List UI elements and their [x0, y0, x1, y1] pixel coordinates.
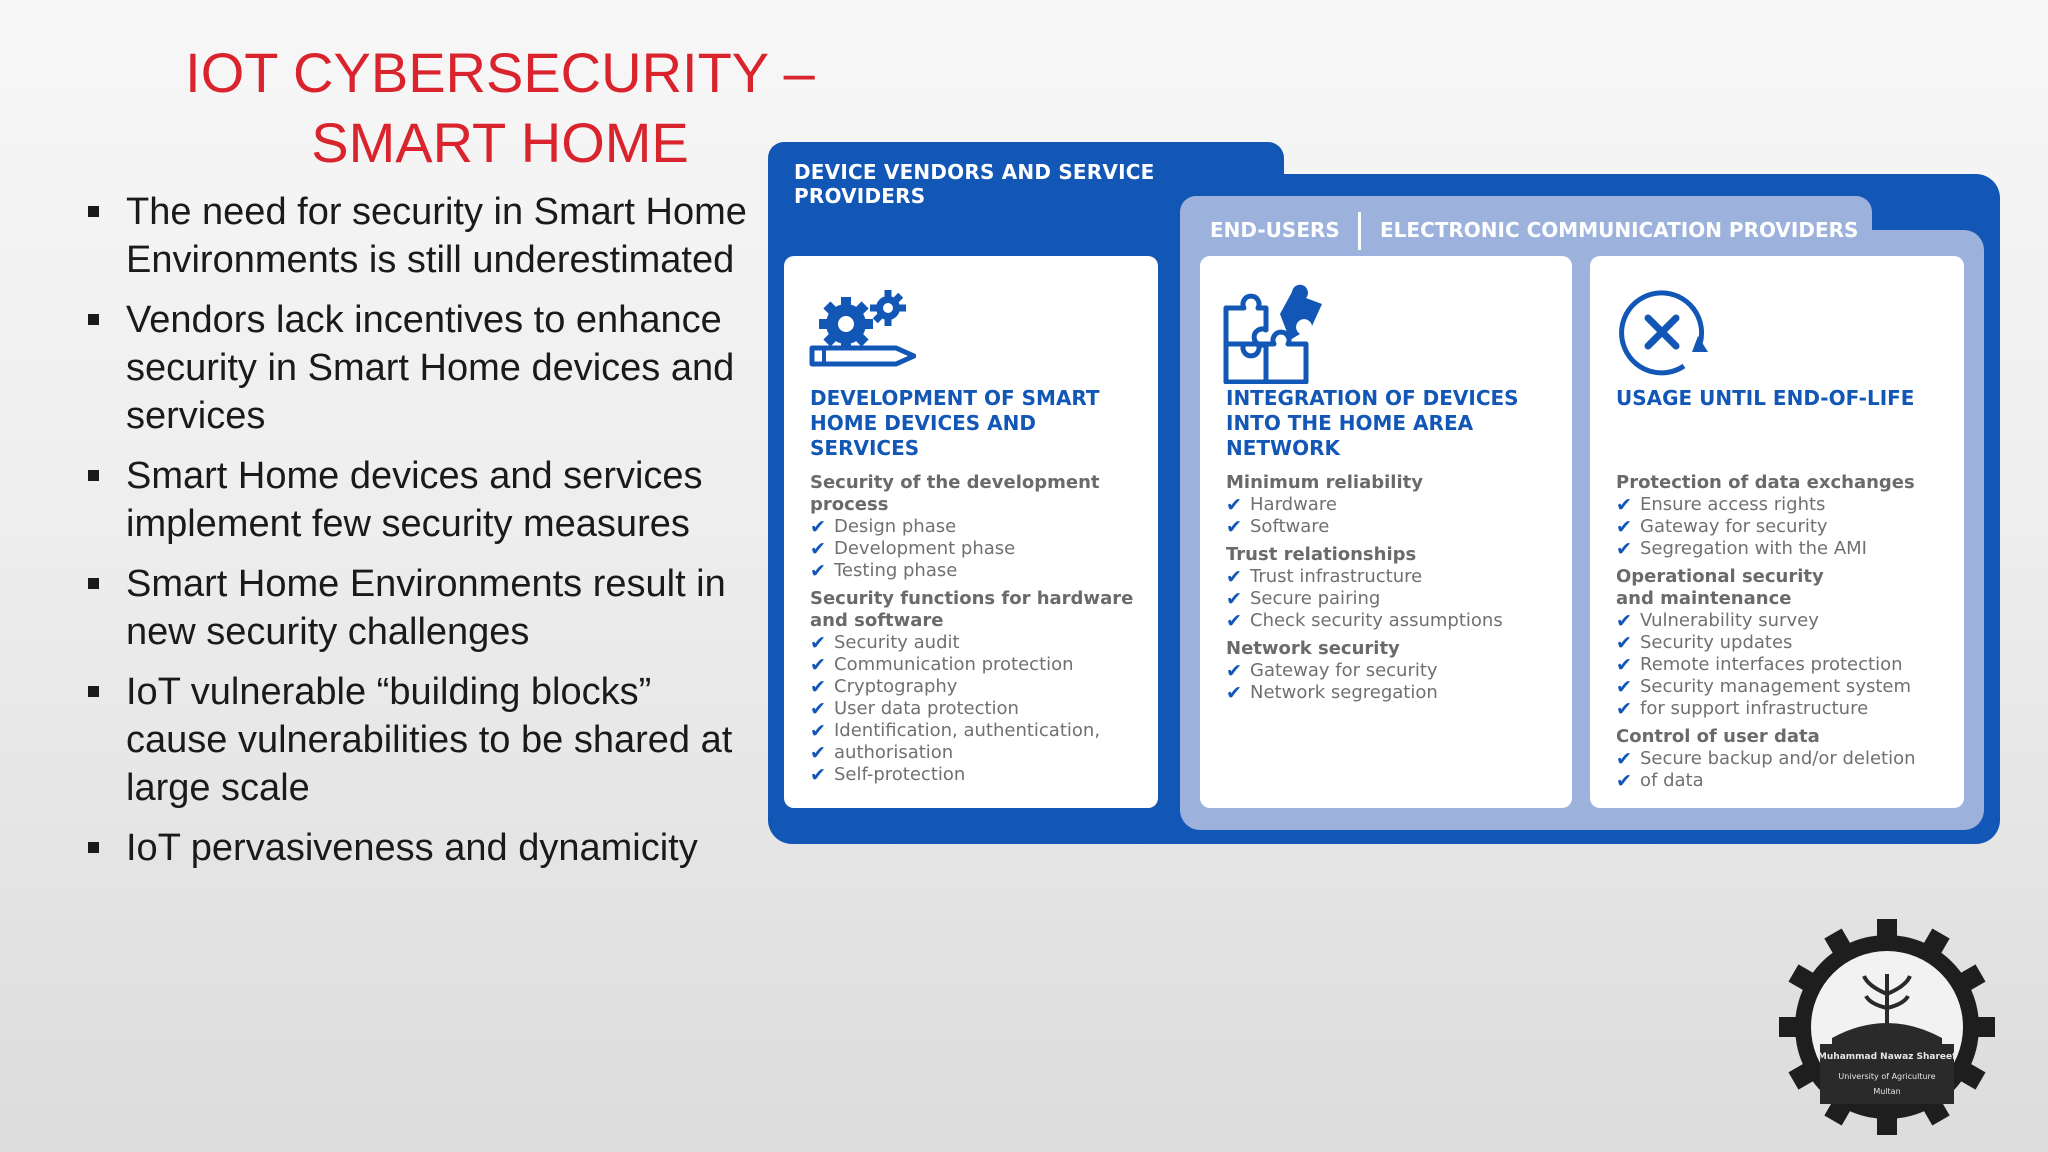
slide-title — [120, 38, 880, 178]
card-usage — [1590, 256, 1964, 808]
logo-text-line: Muhammad Nawaz Shareef — [1817, 1052, 1957, 1062]
section-title: Security functions for hardware — [810, 588, 1134, 609]
tab-divider — [1358, 212, 1361, 250]
card-integration — [1200, 256, 1572, 808]
users-providers-tab — [1180, 196, 1872, 256]
circle-x-icon — [1612, 284, 1722, 384]
bullet-item: The need for security in Smart Home Environments is still underestimated — [88, 188, 748, 284]
check-item: ✔ Check security assumptions — [1226, 610, 1566, 632]
bullet-item: Vendors lack incentives to enhance security in Smart Home devices and services — [88, 296, 748, 440]
check-item-continuation — [810, 742, 1150, 764]
check-item: ✔ Segregation with the AMI — [1616, 538, 1956, 560]
check-item: ✔ Remote interfaces protection — [1616, 654, 1956, 676]
vendors-tab — [768, 142, 1284, 208]
heading-line: DEVELOPMENT OF SMART — [810, 386, 1100, 410]
card-items — [1226, 466, 1566, 704]
section-title: Operational security — [1616, 566, 1824, 587]
heading-line: HOME DEVICES AND SERVICES — [810, 411, 1036, 460]
check-item: ✔ Cryptography — [810, 676, 1150, 698]
check-item: ✔ Identification, authentication, — [810, 720, 1150, 742]
heading-line: USAGE UNTIL END-OF-LIFE — [1616, 386, 1915, 410]
continuation-text: for support infrastructure — [1640, 698, 1869, 719]
check-item: ✔ Security updates — [1616, 632, 1956, 654]
card-items — [810, 466, 1150, 786]
section-title: Trust relationships — [1226, 544, 1417, 565]
section-title: and software — [810, 610, 944, 631]
logo-text-line: University of Agriculture — [1838, 1072, 1936, 1081]
check-item: ✔ Self-protection — [810, 764, 1150, 786]
check-item: ✔ Testing phase — [810, 560, 1150, 582]
check-item-continuation — [1616, 770, 1956, 792]
slide-title-line-2: SMART HOME — [311, 111, 689, 174]
section-title: Network security — [1226, 638, 1400, 659]
bullet-item: Smart Home Environments result in new security challenges — [88, 560, 748, 656]
card-heading — [1226, 386, 1566, 461]
check-item-continuation — [1616, 698, 1956, 720]
check-item: ✔ Vulnerability survey — [1616, 610, 1956, 632]
check-item: ✔ Software — [1226, 516, 1566, 538]
check-item: ✔ Security management system — [1616, 676, 1956, 698]
heading-line: INTO THE HOME AREA NETWORK — [1226, 411, 1474, 460]
slide-title-line-1: IOT CYBERSECURITY – — [185, 41, 815, 104]
continuation-text: authorisation — [834, 742, 954, 763]
check-item: ✔ Communication protection — [810, 654, 1150, 676]
bullet-item: IoT pervasiveness and dynamicity — [88, 824, 748, 872]
check-item: ✔ Secure backup and/or deletion — [1616, 748, 1956, 770]
continuation-text: of data — [1640, 770, 1704, 791]
check-item: ✔ Secure pairing — [1226, 588, 1566, 610]
bullet-list — [88, 188, 748, 884]
check-item: ✔ Ensure access rights — [1616, 494, 1956, 516]
logo-text-line: Multan — [1873, 1087, 1901, 1096]
card-heading — [810, 386, 1150, 461]
vendors-tab-label: DEVICE VENDORS AND SERVICE PROVIDERS — [794, 160, 1155, 208]
bullet-item: Smart Home devices and services implement few security measures — [88, 452, 748, 548]
check-item: ✔ User data protection — [810, 698, 1150, 720]
heading-line: INTEGRATION OF DEVICES — [1226, 386, 1519, 410]
card-items — [1616, 466, 1956, 792]
card-heading — [1616, 386, 1956, 411]
check-item: ✔ Security audit — [810, 632, 1150, 654]
gears-pencil-icon — [806, 284, 916, 384]
section-title: Security of the development — [810, 472, 1100, 493]
section-title: and maintenance — [1616, 588, 1792, 609]
section-title: Control of user data — [1616, 726, 1820, 747]
end-users-label: END-USERS — [1210, 218, 1340, 242]
check-item: ✔ Development phase — [810, 538, 1150, 560]
check-item: ✔ Gateway for security — [1226, 660, 1566, 682]
check-item: ✔ Hardware — [1226, 494, 1566, 516]
puzzle-icon — [1222, 284, 1332, 384]
ecp-label: ELECTRONIC COMMUNICATION PROVIDERS — [1380, 218, 1859, 242]
check-item: ✔ Trust infrastructure — [1226, 566, 1566, 588]
section-title: process — [810, 494, 889, 515]
check-item: ✔ Gateway for security — [1616, 516, 1956, 538]
check-item: ✔ Design phase — [810, 516, 1150, 538]
section-title: Protection of data exchanges — [1616, 472, 1915, 493]
university-gear-seal-icon — [1776, 916, 1998, 1138]
check-item: ✔ Network segregation — [1226, 682, 1566, 704]
section-title: Minimum reliability — [1226, 472, 1423, 493]
security-infographic — [768, 140, 2000, 848]
bullet-item: IoT vulnerable “building blocks” cause vulnerabilities to be shared at large scale — [88, 668, 748, 812]
card-development — [784, 256, 1158, 808]
